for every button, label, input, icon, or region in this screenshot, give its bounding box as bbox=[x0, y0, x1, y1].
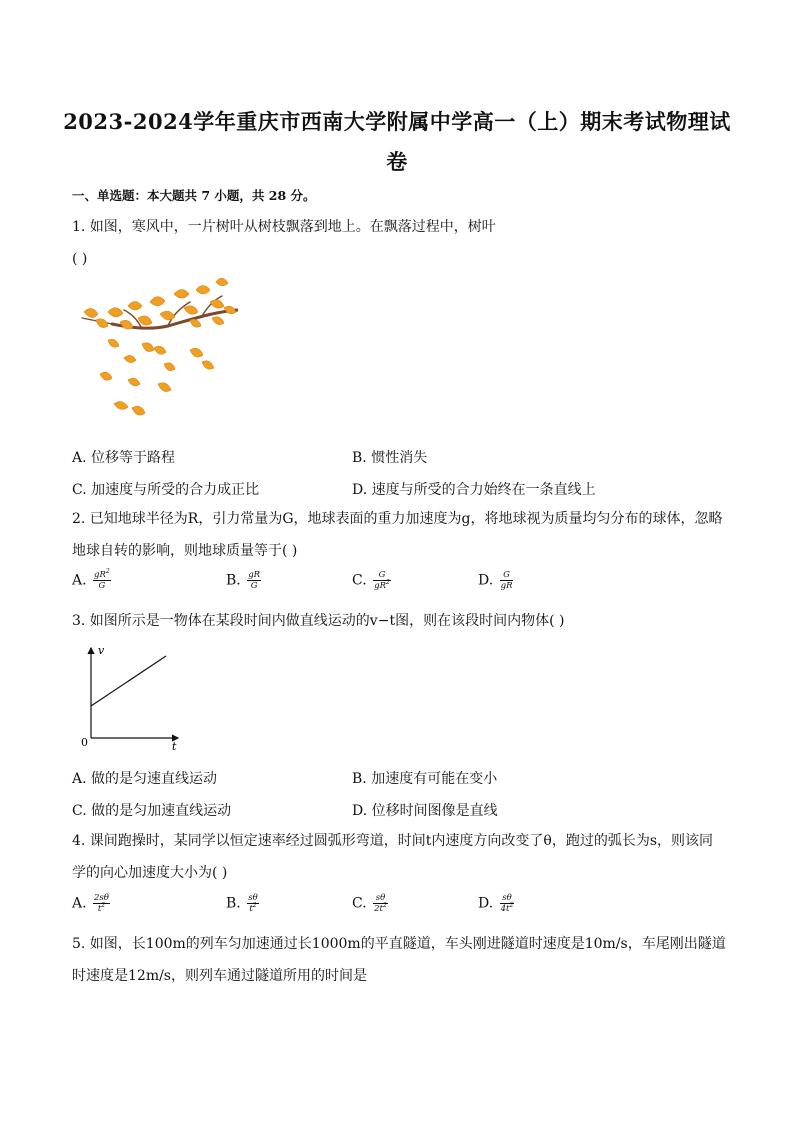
leaves-cluster bbox=[84, 278, 236, 329]
q4-option-c[interactable]: C. $\frac{s\theta}{2t^2}$ bbox=[352, 893, 387, 914]
q2-option-b[interactable]: B. $\frac{gR}{G}$ bbox=[226, 570, 261, 591]
question-2 bbox=[72, 503, 722, 567]
question-4-text: 4. 课间跑操时，某同学以恒定速率经过圆弧形弯道，时间t内速度方向改变了θ，跑过的弧长为s，则该同 bbox=[72, 833, 714, 849]
q3-option-a[interactable]: A. 做的是匀速直线运动 bbox=[72, 771, 218, 787]
q1-option-c[interactable]: C. 加速度与所受的合力成正比 bbox=[72, 482, 260, 498]
q3-option-d[interactable]: D. 位移时间图像是直线 bbox=[352, 803, 498, 819]
fraction: $\frac{s\theta}{4t^2}$ bbox=[500, 893, 514, 914]
section-header: 一、单选题：本大题共 7 小题，共 28 分。 bbox=[72, 188, 316, 203]
velocity-line bbox=[91, 656, 166, 706]
title-line-2: 卷 bbox=[386, 149, 408, 174]
question-4 bbox=[72, 825, 722, 889]
question-1 bbox=[72, 211, 722, 275]
title-line-1: 2023-2024学年重庆市西南大学附属中学高一（上）期末考试物理试 bbox=[63, 109, 731, 134]
question-5 bbox=[72, 928, 726, 992]
origin-label: 0 bbox=[81, 736, 88, 749]
q4-option-d[interactable]: D. $\frac{s\theta}{4t^2}$ bbox=[478, 893, 514, 914]
question-5-text: 5. 如图，长100m的列车匀加速通过长1000m的平直隧道，车头刚进隧道时速度是10m/s，车尾刚出隧道 bbox=[72, 936, 726, 952]
v-t-graph bbox=[78, 642, 188, 752]
q1-option-a[interactable]: A. 位移等于路程 bbox=[72, 450, 176, 466]
falling-leaves bbox=[100, 339, 214, 415]
q2-option-a[interactable]: A. $\frac{gR^2}{G}$ bbox=[72, 568, 110, 591]
fraction: $\frac{s\theta}{2t^2}$ bbox=[374, 893, 387, 914]
question-4-text-cont: 学的向心加速度大小为( ) bbox=[72, 865, 228, 881]
question-1-text: 1. 如图，寒风中，一片树叶从树枝飘落到地上。在飘落过程中，树叶 bbox=[72, 219, 496, 235]
x-axis-label: t bbox=[172, 740, 177, 752]
q2-option-d[interactable]: D. $\frac{G}{gR}$ bbox=[478, 570, 513, 591]
q3-option-c[interactable]: C. 做的是匀加速直线运动 bbox=[72, 803, 232, 819]
question-2-text-cont: 地球自转的影响，则地球质量等于( ) bbox=[72, 543, 298, 559]
q3-option-b[interactable]: B. 加速度有可能在变小 bbox=[352, 771, 498, 787]
fraction: $\frac{2s\theta}{t^2}$ bbox=[94, 893, 109, 914]
falling-leaves-image bbox=[72, 272, 238, 422]
y-axis-label: v bbox=[98, 644, 105, 657]
fraction: $\frac{G}{gR}$ bbox=[500, 570, 513, 591]
q1-option-b[interactable]: B. 惯性消失 bbox=[352, 450, 428, 466]
q1-option-d[interactable]: D. 速度与所受的合力始终在一条直线上 bbox=[352, 482, 596, 498]
fraction: $\frac{gR}{G}$ bbox=[248, 570, 261, 591]
fraction: $\frac{s\theta}{t^2}$ bbox=[248, 893, 258, 914]
q4-option-a[interactable]: A. $\frac{2s\theta}{t^2}$ bbox=[72, 893, 109, 914]
question-3-text: 3. 如图所示是一物体在某段时间内做直线运动的v−t图，则在该段时间内物体( ) bbox=[72, 613, 565, 629]
question-1-blank: ( ) bbox=[72, 251, 88, 267]
question-3 bbox=[72, 605, 722, 637]
fraction: $\frac{G}{gR^2}$ bbox=[374, 570, 390, 591]
q2-option-c[interactable]: C. $\frac{G}{gR^2}$ bbox=[352, 570, 390, 591]
question-5-text-cont: 时速度是12m/s，则列车通过隧道所用的时间是 bbox=[72, 968, 367, 984]
question-2-text: 2. 已知地球半径为R，引力常量为G，地球表面的重力加速度为g，将地球视为质量均匀分布的球体，忽略 bbox=[72, 511, 723, 527]
q4-option-b[interactable]: B. $\frac{s\theta}{t^2}$ bbox=[226, 893, 258, 914]
fraction: $\frac{gR^2}{G}$ bbox=[94, 568, 110, 591]
page-title bbox=[60, 102, 734, 182]
